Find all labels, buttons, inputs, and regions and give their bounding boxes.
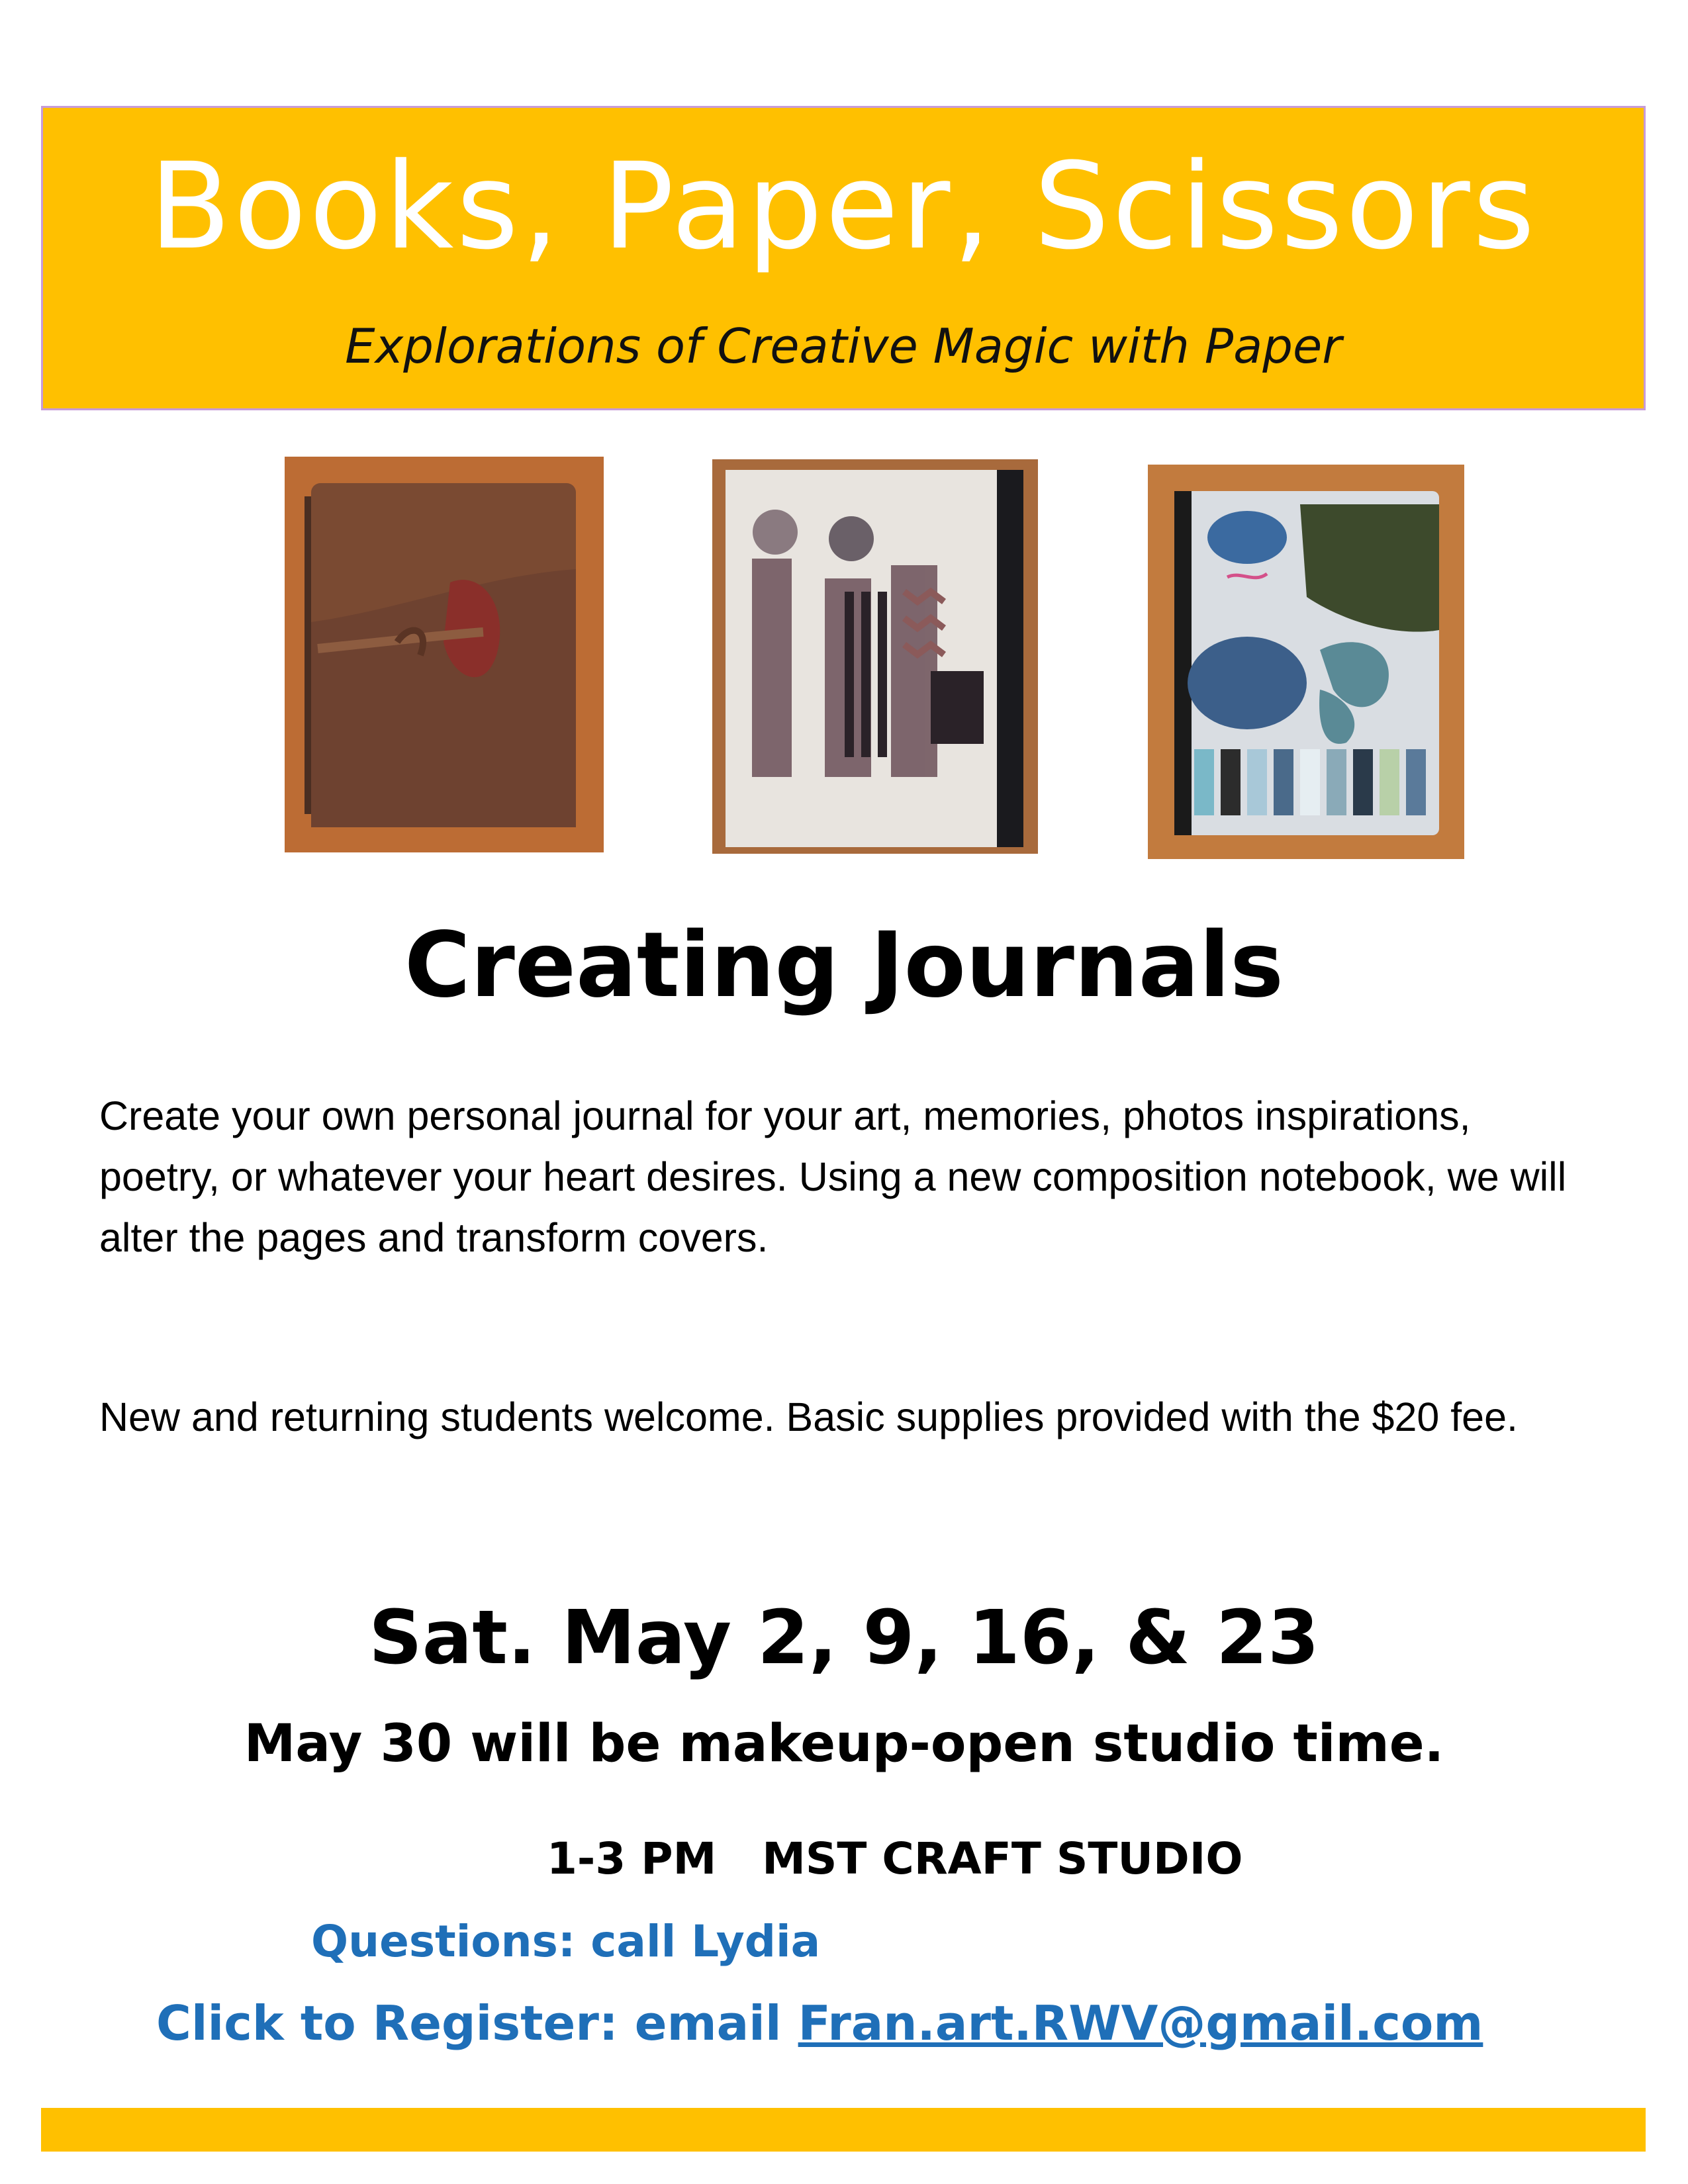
class-dates: Sat. May 2, 9, 16, & 23 (369, 1595, 1319, 1681)
questions-contact: Questions: call Lydia (311, 1916, 821, 1967)
register-line (156, 1995, 1483, 2051)
banner-subtitle: Explorations of Creative Magic with Paper (345, 318, 1342, 374)
banner-title: Books, Paper, Scissors (149, 138, 1538, 276)
collage-journal-photo (712, 459, 1038, 854)
section-heading: Creating Journals (404, 913, 1284, 1018)
register-email-link[interactable]: Fran.art.RWV@gmail.com (798, 1995, 1483, 2051)
description-paragraph-1: Create your own personal journal for your art, memories, photos inspirations, poetry, or whatever your heart desires. Using a new composition notebook, we will alter the pages and transform covers. (99, 1093, 1567, 1260)
butterfly-journal-photo (1148, 465, 1464, 859)
register-prefix: Click to Register: email (156, 1995, 798, 2051)
description-paragraph-2: New and returning students welcome. Basic supplies provided with the $20 fee. (99, 1394, 1518, 1439)
footer-bar (41, 2108, 1646, 2152)
makeup-note: May 30 will be makeup-open studio time. (244, 1714, 1444, 1774)
title-banner (41, 106, 1646, 410)
time-location: 1-3 PM MST CRAFT STUDIO (547, 1833, 1243, 1884)
leather-journal-photo (285, 457, 604, 852)
